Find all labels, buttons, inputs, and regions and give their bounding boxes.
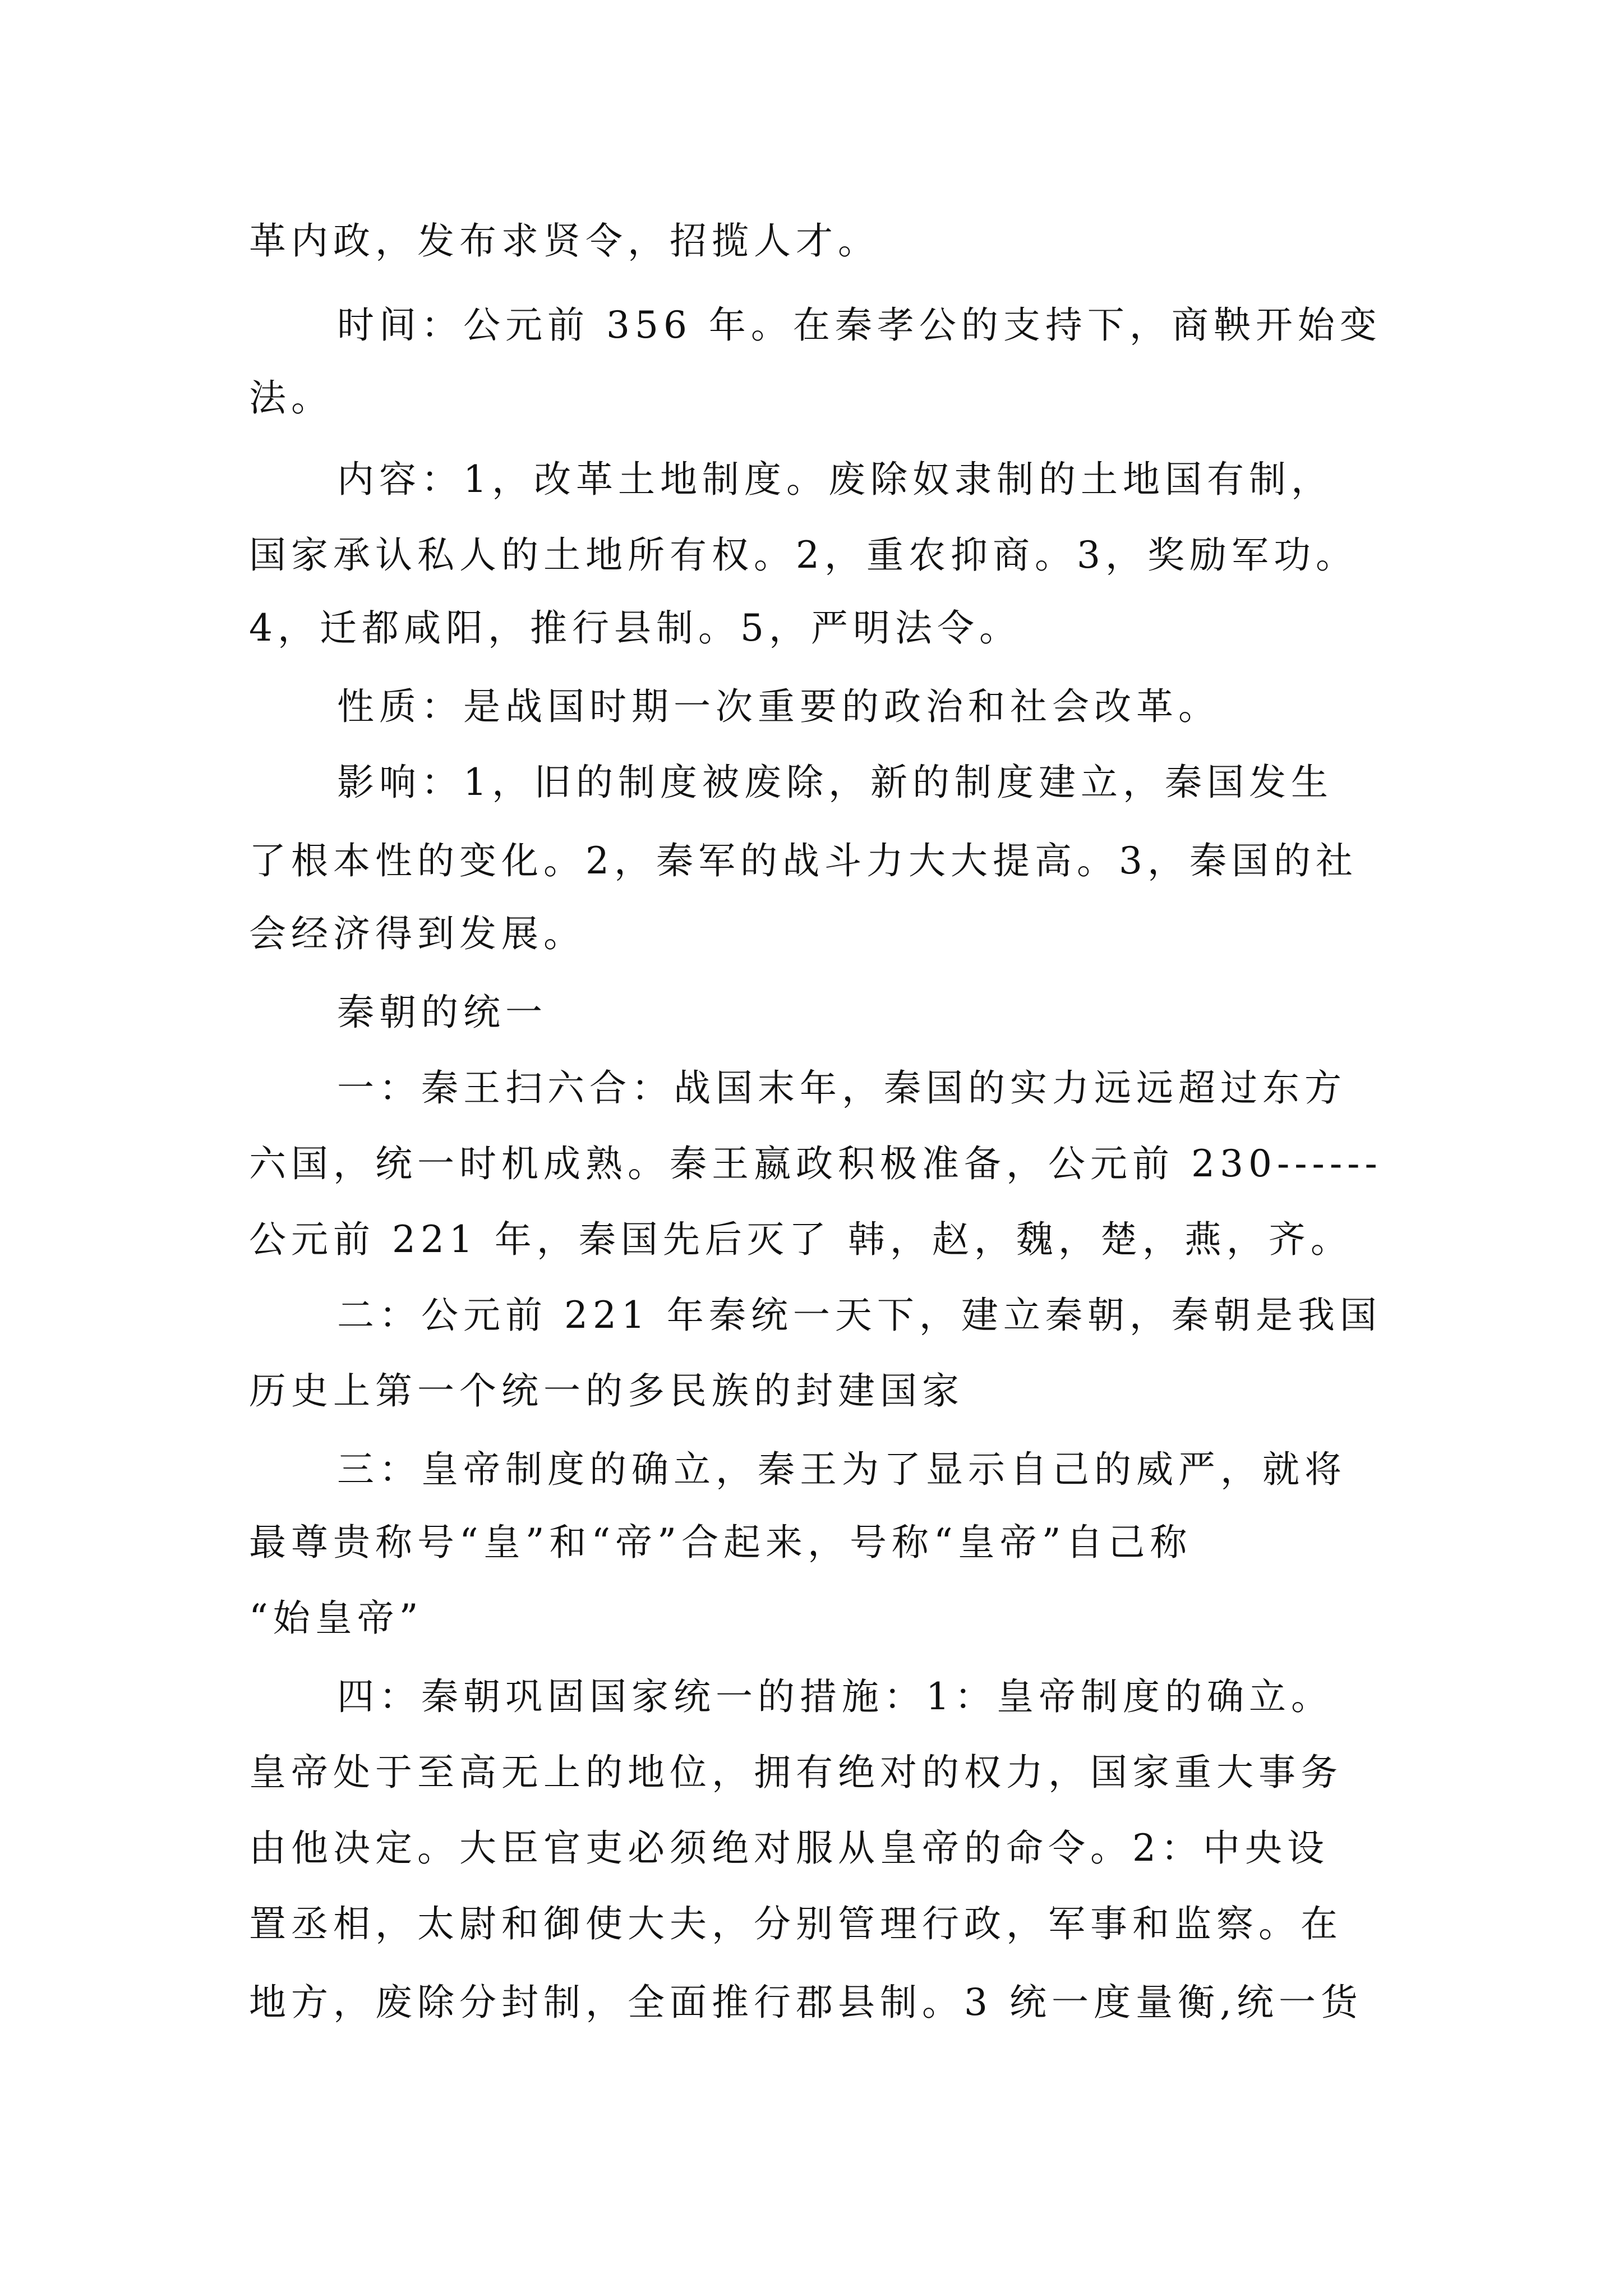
text-line-6: 4，迁都咸阳，推行县制。5，严明法令。 [249, 606, 1021, 650]
text-line-21: 皇帝处于至高无上的地位，拥有绝对的权力，国家重大事务 [249, 1751, 1343, 1794]
text-line-4: 内容：1，改革土地制度。废除奴隶制的土地国有制， [337, 458, 1333, 501]
text-line-24: 地方，废除分封制，全面推行郡县制。3 统一度量衡,统一货 [249, 1981, 1363, 2024]
text-line-9: 了根本性的变化。2，秦军的战斗力大大提高。3，秦国的社 [249, 839, 1358, 882]
text-line-12: 一：秦王扫六合：战国末年，秦国的实力远远超过东方 [337, 1066, 1347, 1110]
text-line-10: 会经济得到发展。 [249, 912, 585, 955]
text-line-2: 时间：公元前 356 年。在秦孝公的支持下，商鞅开始变 [337, 303, 1382, 347]
text-line-20: 四：秦朝巩固国家统一的措施：1：皇帝制度的确立。 [337, 1675, 1333, 1718]
text-line-14: 公元前 221 年，秦国先后灭了 韩，赵，魏，楚，燕，齐。 [249, 1218, 1353, 1261]
text-line-8: 影响：1，旧的制度被废除，新的制度建立，秦国发生 [337, 761, 1333, 804]
text-line-16: 历史上第一个统一的多民族的封建国家 [249, 1369, 964, 1412]
text-line-7: 性质：是战国时期一次重要的政治和社会改革。 [337, 685, 1220, 728]
text-line-13: 六国，统一时机成熟。秦王嬴政积极准备，公元前 230------ [249, 1142, 1382, 1185]
text-line-23: 置丞相，太尉和御使大夫，分别管理行政，军事和监察。在 [249, 1902, 1343, 1945]
text-line-5: 国家承认私人的土地所有权。2，重农抑商。3，奖励军功。 [249, 533, 1358, 577]
text-line-18: 最尊贵称号“皇”和“帝”合起来，号称“皇帝”自己称 [249, 1521, 1192, 1564]
text-line-1: 革内政，发布求贤令，招揽人才。 [249, 219, 880, 263]
text-line-19: “始皇帝” [249, 1596, 423, 1640]
text-line-3: 法。 [249, 376, 333, 420]
text-line-17: 三：皇帝制度的确立，秦王为了显示自己的威严，就将 [337, 1448, 1347, 1491]
text-line-15: 二：公元前 221 年秦统一天下，建立秦朝，秦朝是我国 [337, 1294, 1382, 1337]
text-line-22: 由他决定。大臣官吏必须绝对服从皇帝的命令。2：中央设 [249, 1826, 1329, 1870]
text-line-11: 秦朝的统一 [337, 991, 547, 1034]
